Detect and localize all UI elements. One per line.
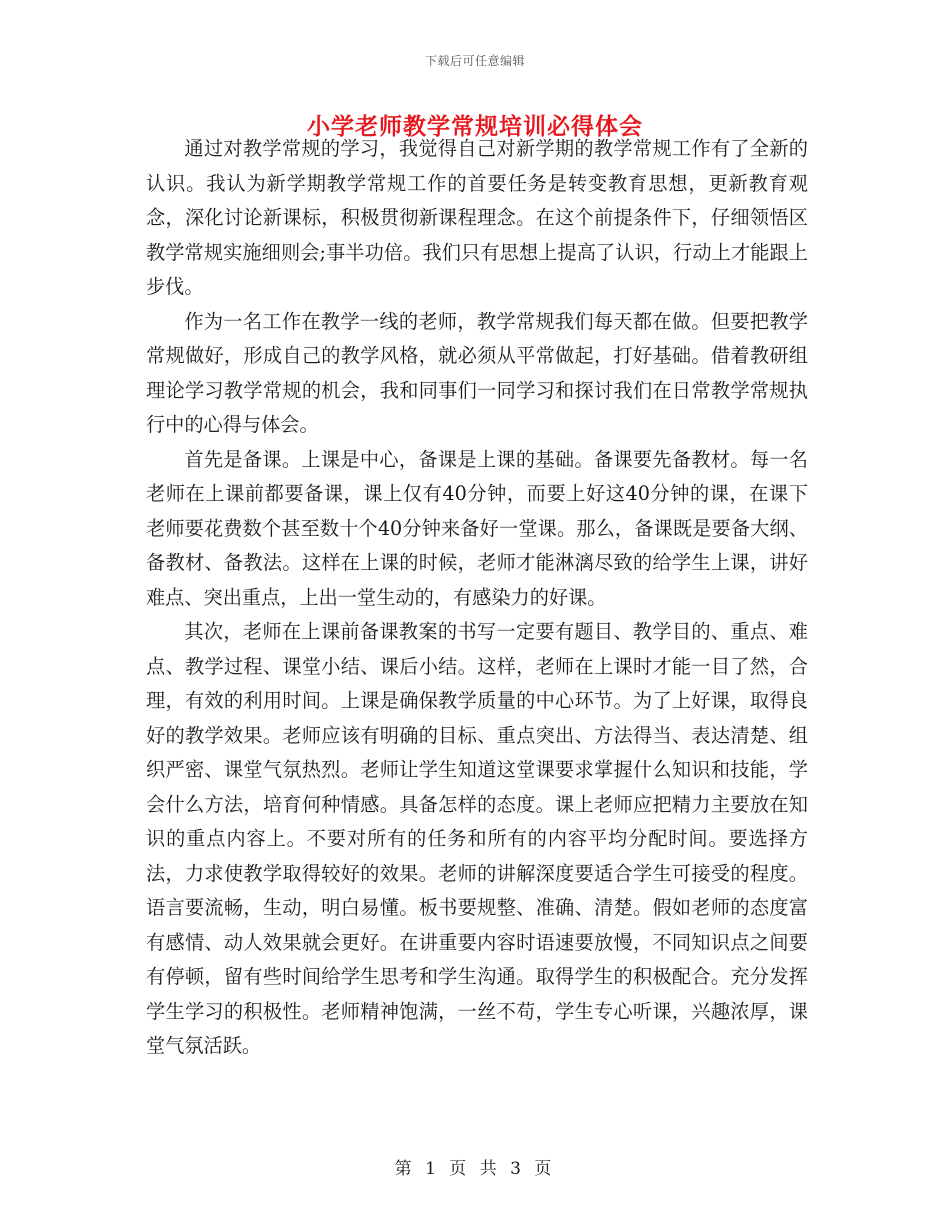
paragraph-2: 作为一名工作在教学一线的老师，教学常规我们每天都在做。但要把教学常规做好，形成自己的教学风格，就必须从平常做起，打好基础。借着教研组理论学习教学常规的机会，我和同事们一同学习和探讨我们在日常教学常规执行中的心得与体会。	[146, 309, 808, 436]
paragraph-3: 首先是备课。上课是中心，备课是上课的基础。备课要先备教材。每一名老师在上课前都要备课，课上仅有40分钟，而要上好这40分钟的课，在课下老师要花费数个甚至数十个40分钟来备好一堂课。那么，备课既是要备大纲、备教材、备教法。这样在上课的时候，老师才能淋漓尽致的给学生上课，讲好难点、突出重点，上出一堂生动的，有感染力的好课。	[146, 447, 808, 609]
page-header-note: 下载后可任意编辑	[424, 54, 525, 68]
paragraph-4: 其次，老师在上课前备课教案的书写一定要有题目、教学目的、重点、难点、教学过程、课堂小结、课后小结。这样，老师在上课时才能一目了然，合理，有效的利用时间。上课是确保教学质量的中心环节。为了上好课，取得良好的教学效果。老师应该有明确的目标、重点突出、方法得当、表达清楚、组织严密、课堂气氛热烈。老师让学生知道这堂课要求掌握什么知识和技能，学会什么方法，培育何种情感。具备怎样的态度。课上老师应把精力主要放在知识的重点内容上。不要对所有的任务和所有的内容平均分配时间。要选择方法，力求使教学取得较好的效果。老师的讲解深度要适合学生可接受的程度。语言要流畅，生动，明白易懂。板书要规整、准确、清楚。假如老师的态度富有感情、动人效果就会更好。在讲重要内容时语速要放慢，不同知识点之间要有停顿，留有些时间给学生思考和学生沟通。取得学生的积极配合。充分发挥学生学习的积极性。老师精神饱满，一丝不苟，学生专心听课，兴趣浓厚，课堂气氛活跃。	[146, 620, 808, 1057]
paragraph-1: 通过对教学常规的学习，我觉得自己对新学期的教学常规工作有了全新的认识。我认为新学期教学常规工作的首要任务是转变教育思想，更新教育观念，深化讨论新课标，积极贯彻新课程理念。在这个前提条件下，仔细领悟区教学常规实施细则会;事半功倍。我们只有思想上提高了认识，行动上才能跟上步伐。	[146, 137, 808, 298]
document-title: 小学老师教学常规培训必得体会	[307, 113, 643, 140]
page-number-footer: 第 1 页 共 3 页	[394, 1159, 556, 1179]
document-body	[146, 132, 808, 1064]
